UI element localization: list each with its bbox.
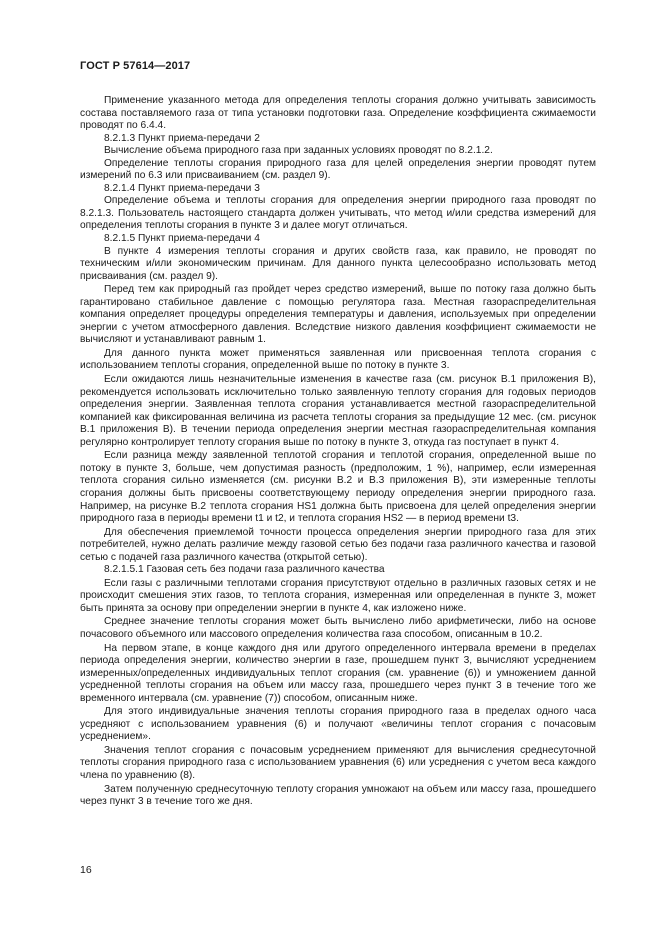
section-heading: 8.2.1.3 Пункт приема-передачи 2	[104, 132, 260, 144]
paragraph: Применение указанного метода для определения теплоты сгорания должно учитывать зависимость состава поставляемого газа от типа установки подготовки газа. Определение коэффициента сжимаемости проводят по 6.4.4.	[80, 95, 596, 132]
document-body	[80, 95, 596, 809]
section-heading: 8.2.1.5.1 Газовая сеть без подачи газа различного качества	[104, 564, 385, 576]
paragraph: В пункте 4 измерения теплоты сгорания и других свойств газа, как правило, не проводят по техническим и/или экономическим причинам. Для данного пункта целесообразно использовать метод присваивания (см. раздел 9).	[80, 245, 596, 282]
paragraph: На первом этапе, в конце каждого дня или другого определенного интервала времени в пределах периода определения энергии, количество энергии в газе, прошедшем пункт 3, вычисляют усреднением измеренных/определенных индивидуальных теплот сгорания (см. уравнение (6)) и умножением данной усредненной теплоты сгорания на объем или массу газа, прошедшего через пункт 3 в течение того же временного интервала (см. уравнение (7)) способом, описанным ниже.	[80, 642, 596, 704]
paragraph: Для обеспечения приемлемой точности процесса определения энергии природного газа для этих потребителей, нужно делать различие между газовой сетью без подачи газа различного качества и газовой сетью с подачей газа различного качества (открытой сетью).	[80, 526, 596, 563]
paragraph: Если ожидаются лишь незначительные изменения в качестве газа (см. рисунок В.1 приложения В), рекомендуется использовать исключительно только заявленную теплоту сгорания для годовых периодов определения энергии. Заявленная теплота сгорания устанавливается местной газораспределительной компанией как фиксированная величина из расчета теплоты сгорания за предыдущие 12 мес. (см. рисунок В.1 приложения В). В течении периода определения энергии местная газораспределительная компания регулярно контролирует теплоту сгорания выше по потоку в пункте 3, откуда газ поступает в пункт 4.	[80, 374, 596, 448]
paragraph: Вычисление объема природного газа при заданных условиях проводят по 8.2.1.2.	[104, 145, 493, 157]
page-number: 16	[80, 864, 92, 876]
section-heading: 8.2.1.4 Пункт приема-передачи 3	[104, 182, 260, 194]
paragraph: Определение теплоты сгорания природного газа для целей определения энергии проводят путем измерений по 6.3 или присваиванием (см. раздел 9).	[80, 157, 596, 182]
section-heading: 8.2.1.5 Пункт приема-передачи 4	[104, 233, 260, 245]
paragraph: Значения теплот сгорания с почасовым усреднением применяют для вычисления среднесуточной теплоты сгорания природного газа с использованием уравнения (6) или усреднения с учетом веса каждого члена по уравнению (8).	[80, 744, 596, 781]
paragraph: Определение объема и теплоты сгорания для определения энергии природного газа проводят по 8.2.1.3. Пользователь настоящего стандарта должен учитывать, что метод и/или средства измерений для определения теплоты сгорания в пункте 3 и далее могут отличаться.	[80, 195, 596, 232]
paragraph: Перед тем как природный газ пройдет через средство измерений, выше по потоку газа должно быть гарантировано стабильное давление с помощью регулятора газа. Местная газораспределительная компания определяет процедуры определения температуры и давления, используемых при определении энергии с учетом атмосферного давления. Вследствие низкого давления коэффициент сжимаемости не вычисляют и устанавливают равным 1.	[80, 284, 596, 346]
paragraph: Для этого индивидуальные значения теплоты сгорания природного газа в пределах одного часа усредняют с использованием уравнения (6) и получают «величины теплот сгорания с почасовым усреднением».	[80, 706, 596, 743]
paragraph: Среднее значение теплоты сгорания может быть вычислено либо арифметически, либо на основе почасового объемного или массового определения количества газа способом, описанным в 10.2.	[80, 616, 596, 640]
paragraph: Если разница между заявленной теплотой сгорания и теплотой сгорания, определенной выше по потоку в пункте 3, больше, чем допустимая разность (предположим, 1 %), например, если измеренная теплота сгорания сильно изменяется (см. рисунки В.2 и В.3 приложения В), эти измеренные теплоты сгорания должны быть присвоены соответствующему периоду определения энергии природного газа. Например, на рисунке В.2 теплота сгорания HS1 должна быть присвоена для целей определения энергии природного газа в периоды времени t1 и t2, и теплота сгорания HS2 — в период времени t3.	[80, 450, 596, 525]
document-header: ГОСТ Р 57614—2017	[80, 60, 191, 72]
paragraph: Если газы с различными теплотами сгорания присутствуют отдельно в различных газовых сетях и не происходит смешения этих газов, то теплота сгорания, измеренная или определенная в пункте 3, может быть принята за основу при определении энергии в пункте 4, как изложено ниже.	[80, 577, 596, 614]
paragraph: Затем полученную среднесуточную теплоту сгорания умножают на объем или массу газа, прошедшего через пункт 3 в течение того же дня.	[80, 783, 596, 808]
paragraph: Для данного пункта может применяться заявленная или присвоенная теплота сгорания с использованием теплоты сгорания, определенной выше по потоку в пункте 3.	[80, 347, 596, 372]
